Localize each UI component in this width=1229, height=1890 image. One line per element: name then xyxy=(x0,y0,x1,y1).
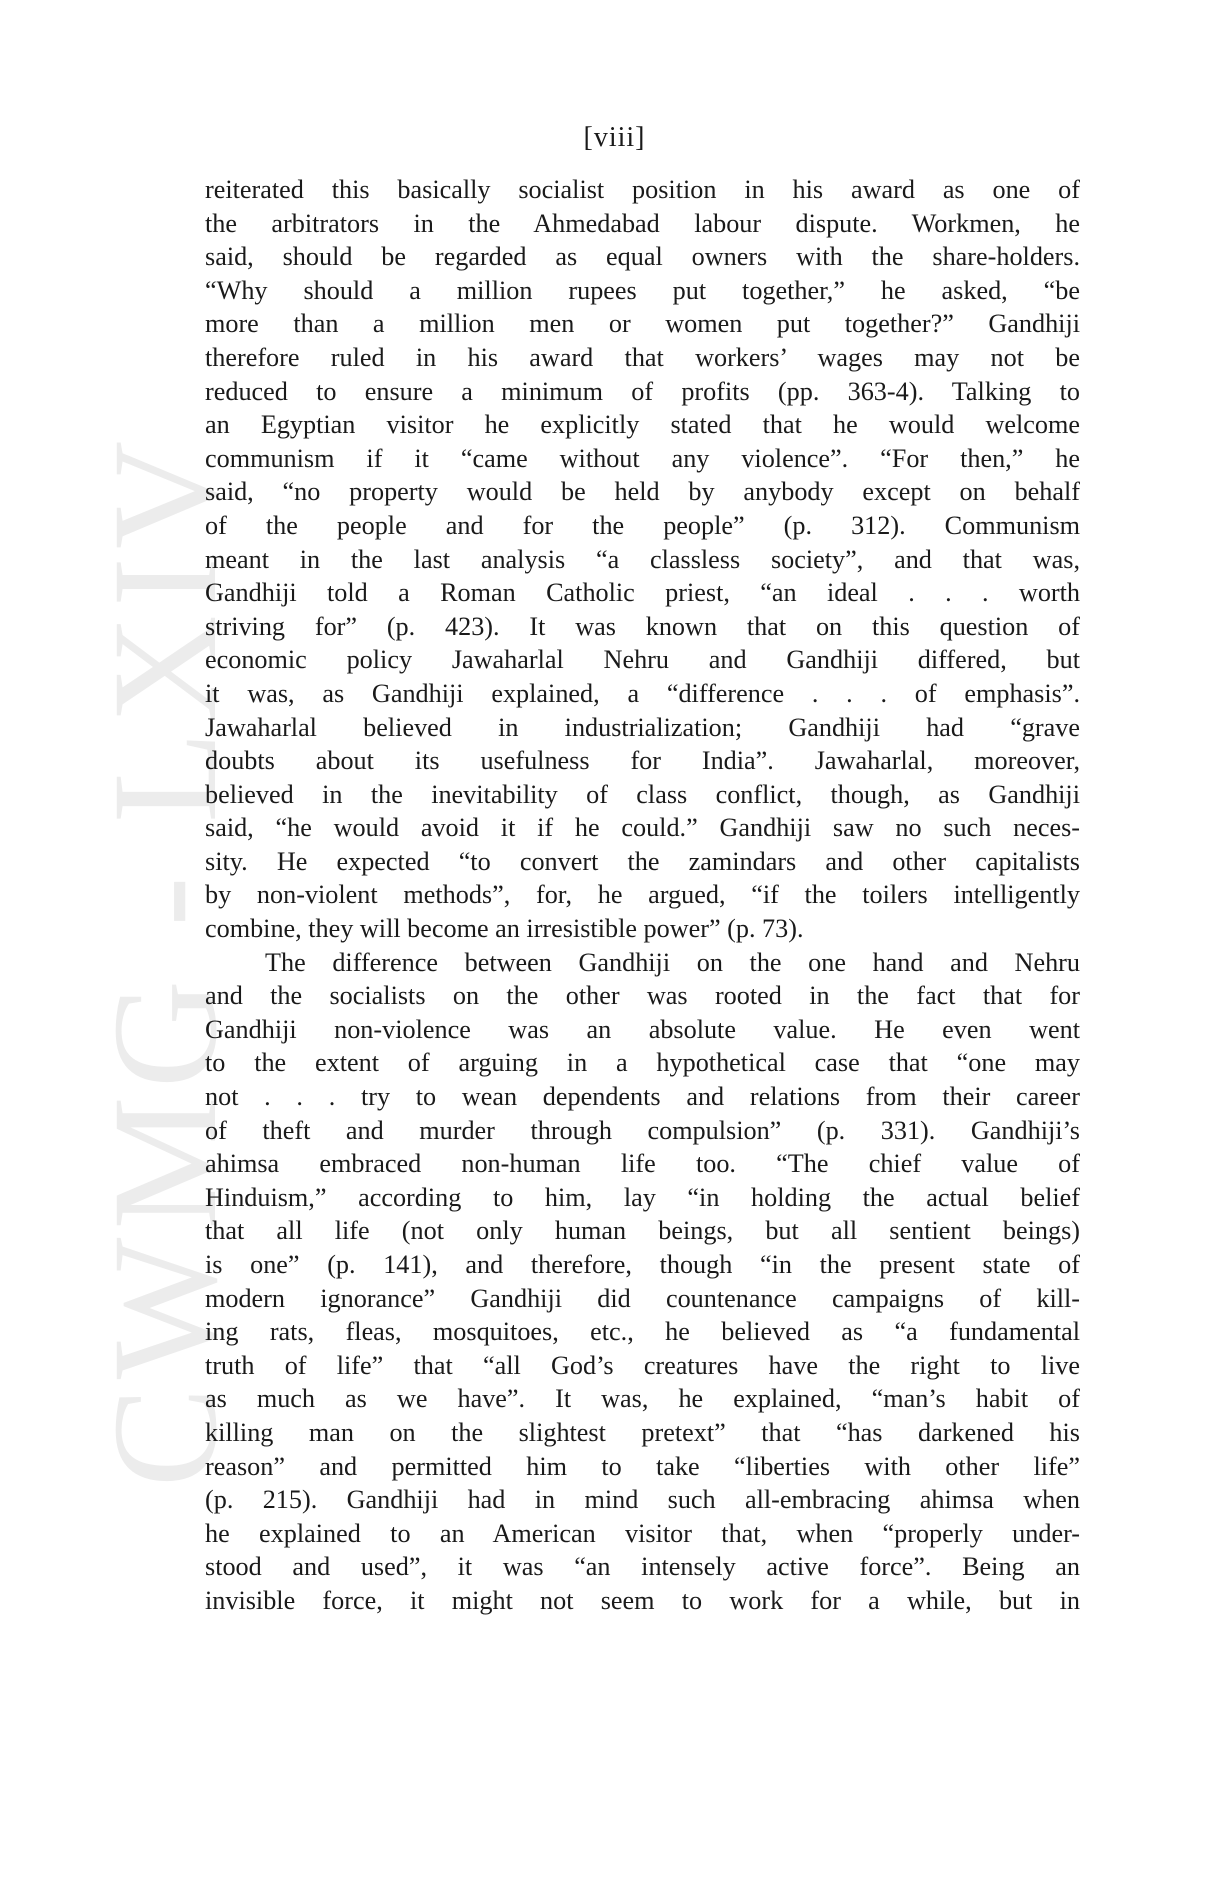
text-line: Jawaharlal believed in industrialization; Gandhiji had “grave xyxy=(205,712,1080,742)
text-line: he explained to an American visitor that, when “properly under- xyxy=(205,1518,1080,1548)
text-line: doubts about its usefulness for India”. Jawaharlal, moreover, xyxy=(205,746,1080,776)
text-line: The difference between Gandhiji on the one hand and Nehru xyxy=(265,947,1080,977)
text-line: combine, they will become an irresistible power” (p. 73). xyxy=(205,914,804,944)
text-line: of theft and murder through compulsion” (p. 331). Gandhiji’s xyxy=(205,1115,1080,1145)
text-line: communism if it “came without any violence”. “For then,” he xyxy=(205,443,1080,473)
text-line: said, “no property would be held by anybody except on behalf xyxy=(205,477,1080,507)
text-line: as much as we have”. It was, he explained, “man’s habit of xyxy=(205,1384,1080,1414)
text-line: the arbitrators in the Ahmedabad labour dispute. Workmen, he xyxy=(205,208,1080,238)
text-line: of the people and for the people” (p. 312). Communism xyxy=(205,510,1080,540)
watermark-text: CWMG - LXIV xyxy=(82,432,248,1488)
text-line: truth of life” that “all God’s creatures have the right to live xyxy=(205,1350,1080,1380)
text-line: believed in the inevitability of class conflict, though, as Gandhiji xyxy=(205,779,1080,809)
text-line: stood and used”, it was “an intensely active force”. Being an xyxy=(205,1552,1080,1582)
text-line: striving for” (p. 423). It was known that on this question of xyxy=(205,611,1080,641)
text-line: therefore ruled in his award that workers’ wages may not be xyxy=(205,342,1080,372)
text-line: an Egyptian visitor he explicitly stated that he would welcome xyxy=(205,410,1080,440)
text-line: more than a million men or women put together?” Gandhiji xyxy=(205,309,1080,339)
text-line: Hinduism,” according to him, lay “in holding the actual belief xyxy=(205,1182,1080,1212)
text-line: invisible force, it might not seem to work for a while, but in xyxy=(205,1585,1080,1615)
text-line: not . . . try to wean dependents and relations from their career xyxy=(205,1082,1080,1112)
text-line: economic policy Jawaharlal Nehru and Gandhiji differed, but xyxy=(205,645,1080,675)
text-line: that all life (not only human beings, but all sentient beings) xyxy=(205,1216,1080,1246)
text-line: Gandhiji told a Roman Catholic priest, “an ideal . . . worth xyxy=(205,578,1080,608)
text-line: meant in the last analysis “a classless society”, and that was, xyxy=(205,544,1080,574)
text-line: “Why should a million rupees put together,” he asked, “be xyxy=(205,275,1080,305)
text-line: reason” and permitted him to take “liberties with other life” xyxy=(205,1451,1080,1481)
text-line: Gandhiji non-violence was an absolute value. He even went xyxy=(205,1014,1080,1044)
text-line: said, “he would avoid it if he could.” Gandhiji saw no such neces- xyxy=(205,813,1080,843)
text-line: ing rats, fleas, mosquitoes, etc., he believed as “a fundamental xyxy=(205,1317,1080,1347)
text-line: is one” (p. 141), and therefore, though “in the present state of xyxy=(205,1250,1080,1279)
text-line: ahimsa embraced non-human life too. “The chief value of xyxy=(205,1149,1080,1179)
page-number: [viii] xyxy=(583,122,646,153)
text-line: modern ignorance” Gandhiji did countenance campaigns of kill- xyxy=(205,1283,1080,1313)
text-line: said, should be regarded as equal owners with the share-holders. xyxy=(205,242,1080,272)
body-text xyxy=(205,173,1080,1618)
text-line: sity. He expected “to convert the zamindars and other capitalists xyxy=(205,846,1080,876)
text-line: and the socialists on the other was rooted in the fact that for xyxy=(205,981,1080,1011)
text-line: killing man on the slightest pretext” that “has darkened his xyxy=(205,1417,1080,1447)
text-line: reiterated this basically socialist position in his award as one of xyxy=(205,175,1080,204)
text-line: reduced to ensure a minimum of profits (pp. 363-4). Talking to xyxy=(205,376,1080,406)
text-line: (p. 215). Gandhiji had in mind such all-embracing ahimsa when xyxy=(205,1485,1080,1515)
text-line: by non-violent methods”, for, he argued, “if the toilers intelligently xyxy=(205,880,1080,910)
text-line: to the extent of arguing in a hypothetical case that “one may xyxy=(205,1048,1080,1078)
text-line: it was, as Gandhiji explained, a “difference . . . of emphasis”. xyxy=(205,678,1080,708)
